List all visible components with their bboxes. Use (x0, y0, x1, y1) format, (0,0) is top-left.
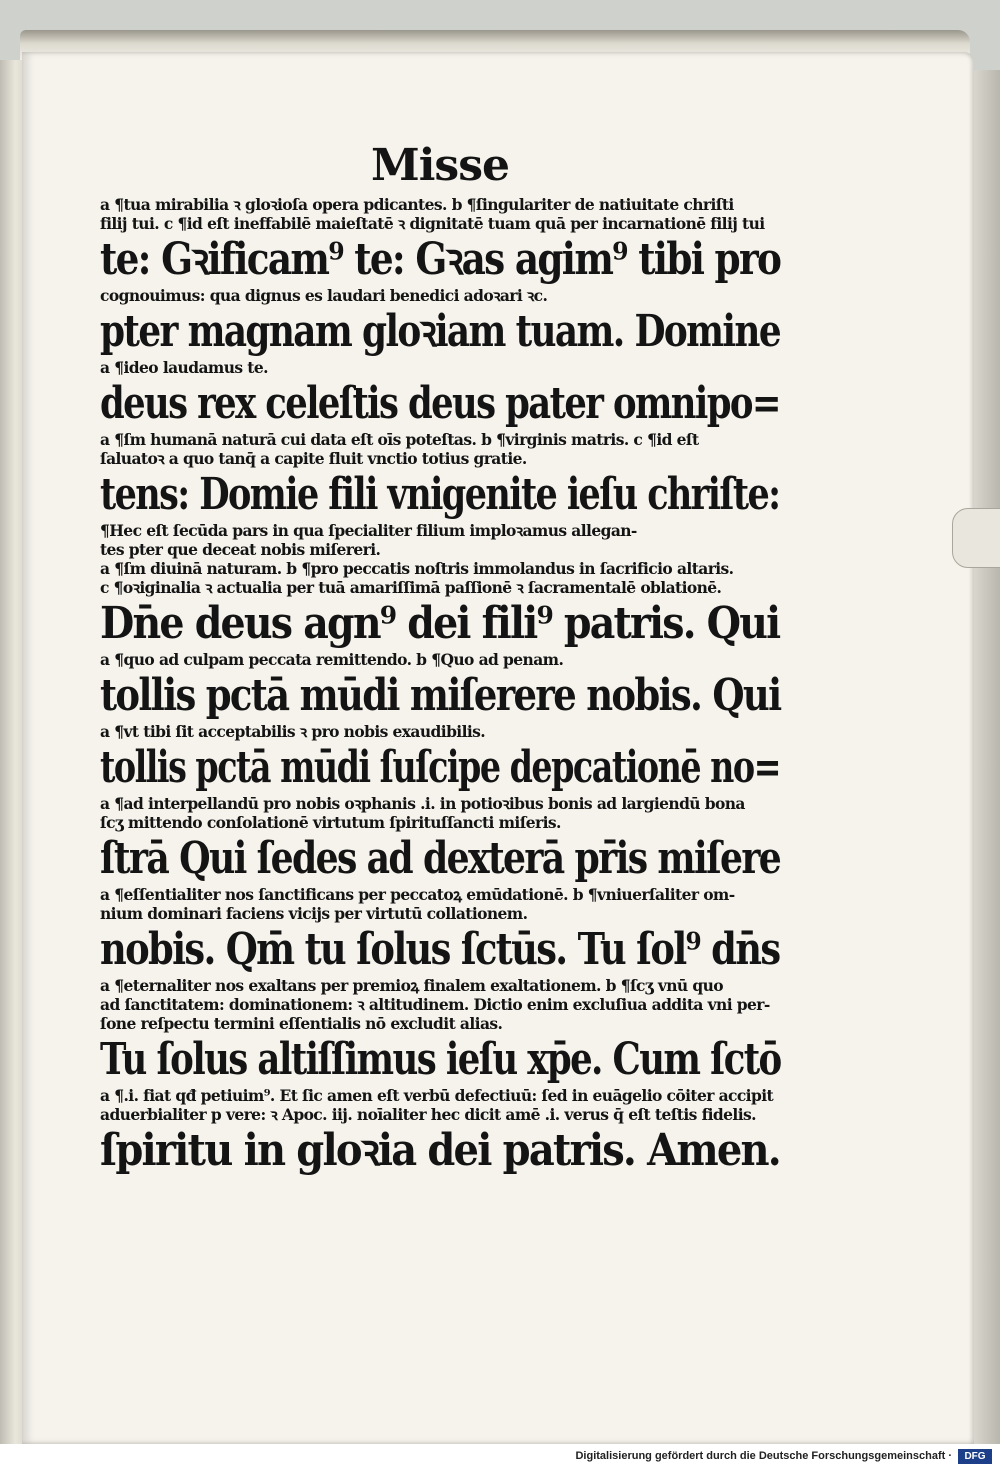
dfg-logo: DFG (958, 1449, 992, 1464)
main-text-line: te: Gꝛificam⁹ te: Gꝛas agim⁹ tibi pro (100, 234, 781, 285)
gloss-line: a ¶ſm humanā naturā cui data eſt oīs poteſtas. b ¶virginis matris. c ¶id eſt (100, 430, 699, 449)
main-text-line: tollis pctā mūdi miſerere nobis. Qui (100, 670, 781, 721)
main-text-line: pter magnam gloꝛiam tuam. Domine (100, 306, 780, 357)
text-block (100, 140, 780, 1177)
gloss-line: a ¶ſm diuinā naturam. b ¶pro peccatis noſtris immolandus in ſacrificio altaris. (100, 559, 734, 578)
text-lines (100, 195, 780, 1177)
main-text-line: ſpiritu in gloꝛia dei patris. Amen. (100, 1125, 780, 1176)
gloss-line: aduerbialiter p vere: ꝛ Apoc. iij. noīaliter hec dicit amē .i. verus q̄ eſt teſtis fidelis. (100, 1105, 756, 1124)
gloss-line: a ¶ideo laudamus te. (100, 358, 268, 377)
page-tab-marker (952, 508, 1000, 568)
main-text-line: tens: Domie fili vnigenite ieſu chriſte: (100, 469, 780, 520)
main-text-line: tollis pctā mūdi ſuſcipe depcationē no= (100, 742, 781, 793)
page-edge-right (974, 70, 1000, 1444)
footer-credit: Digitalisierung gefördert durch die Deutsche Forschungsgemeinschaft · (575, 1450, 952, 1462)
gloss-line: ſone reſpectu termini eſſentialis nō excludit alias. (100, 1014, 503, 1033)
gloss-line: a ¶eternaliter nos exaltans per premioꝝ finalem exaltationem. b ¶ſcʒ vnū quo (100, 976, 724, 995)
gloss-line: a ¶quo ad culpam peccata remittendo. b ¶Quo ad penam. (100, 650, 564, 669)
main-text-line: Dn̄e deus agn⁹ dei fili⁹ patris. Qui (100, 598, 780, 649)
gloss-line: c ¶oꝛiginalia ꝛ actualia per tuā amariſſimā paſſionē ꝛ ſacramentalē oblationē. (100, 578, 722, 597)
main-text-line: deus rex celeſtis deus pater omnipo= (100, 378, 780, 429)
footer-bar (0, 1444, 1000, 1469)
gloss-line: a ¶eſſentialiter nos ſanctificans per peccatoꝝ emūdationē. b ¶vniuerſaliter om- (100, 885, 735, 904)
gloss-line: a ¶.i. fiat qđ petiuim⁹. Et ſic amen eſt verbū defectiuū: ſed in euāgelio cōiter accipit (100, 1086, 774, 1105)
gloss-line: tes pter que deceat nobis miſereri. (100, 540, 381, 559)
page-heading: Misse (371, 140, 509, 191)
main-text-line: Tu ſolus altiſſimus ieſu xp̄e. Cum ſctō (100, 1034, 781, 1085)
main-text-line: nobis. Qm̄ tu ſolus ſctūs. Tu ſol⁹ dn̄s (100, 924, 780, 975)
gloss-line: ¶Hec eſt ſecūda pars in qua ſpecialiter filium imploꝛamus allegan- (100, 521, 637, 540)
gloss-line: a ¶tua mirabilia ꝛ gloꝛioſa opera pdicantes. b ¶ſingulariter de natiuitate chriſti (100, 195, 734, 214)
gloss-line: ad ſanctitatem: dominationem: ꝛ altitudinem. Dictio enim excluſiua addita vni per- (100, 995, 770, 1014)
gloss-line: a ¶ad interpellandū pro nobis oꝛphanis .i. in potioꝛibus bonis ad largiendū bona (100, 794, 745, 813)
gloss-line: ſcʒ mittendo conſolationē virtutum ſpirituſſancti miſeris. (100, 813, 561, 832)
gloss-line: nium dominari faciens vicijs per virtutū collationem. (100, 904, 528, 923)
gloss-line: a ¶vt tibi ſit acceptabilis ꝛ pro nobis exaudibilis. (100, 722, 486, 741)
gloss-line: filij tui. c ¶id eſt ineffabilē maieſtatē ꝛ dignitatē tuam quā per incarnationē filij tui (100, 214, 765, 233)
gloss-line: ſaluatoꝛ a quo tanq̄ a capite fluit vnctio totius gratie. (100, 449, 527, 468)
gloss-line: cognouimus: qua dignus es laudari benedici adoꝛari ꝛc. (100, 286, 548, 305)
main-text-line: ſtrā Qui ſedes ad dexterā pr̄is miſere (100, 833, 781, 884)
